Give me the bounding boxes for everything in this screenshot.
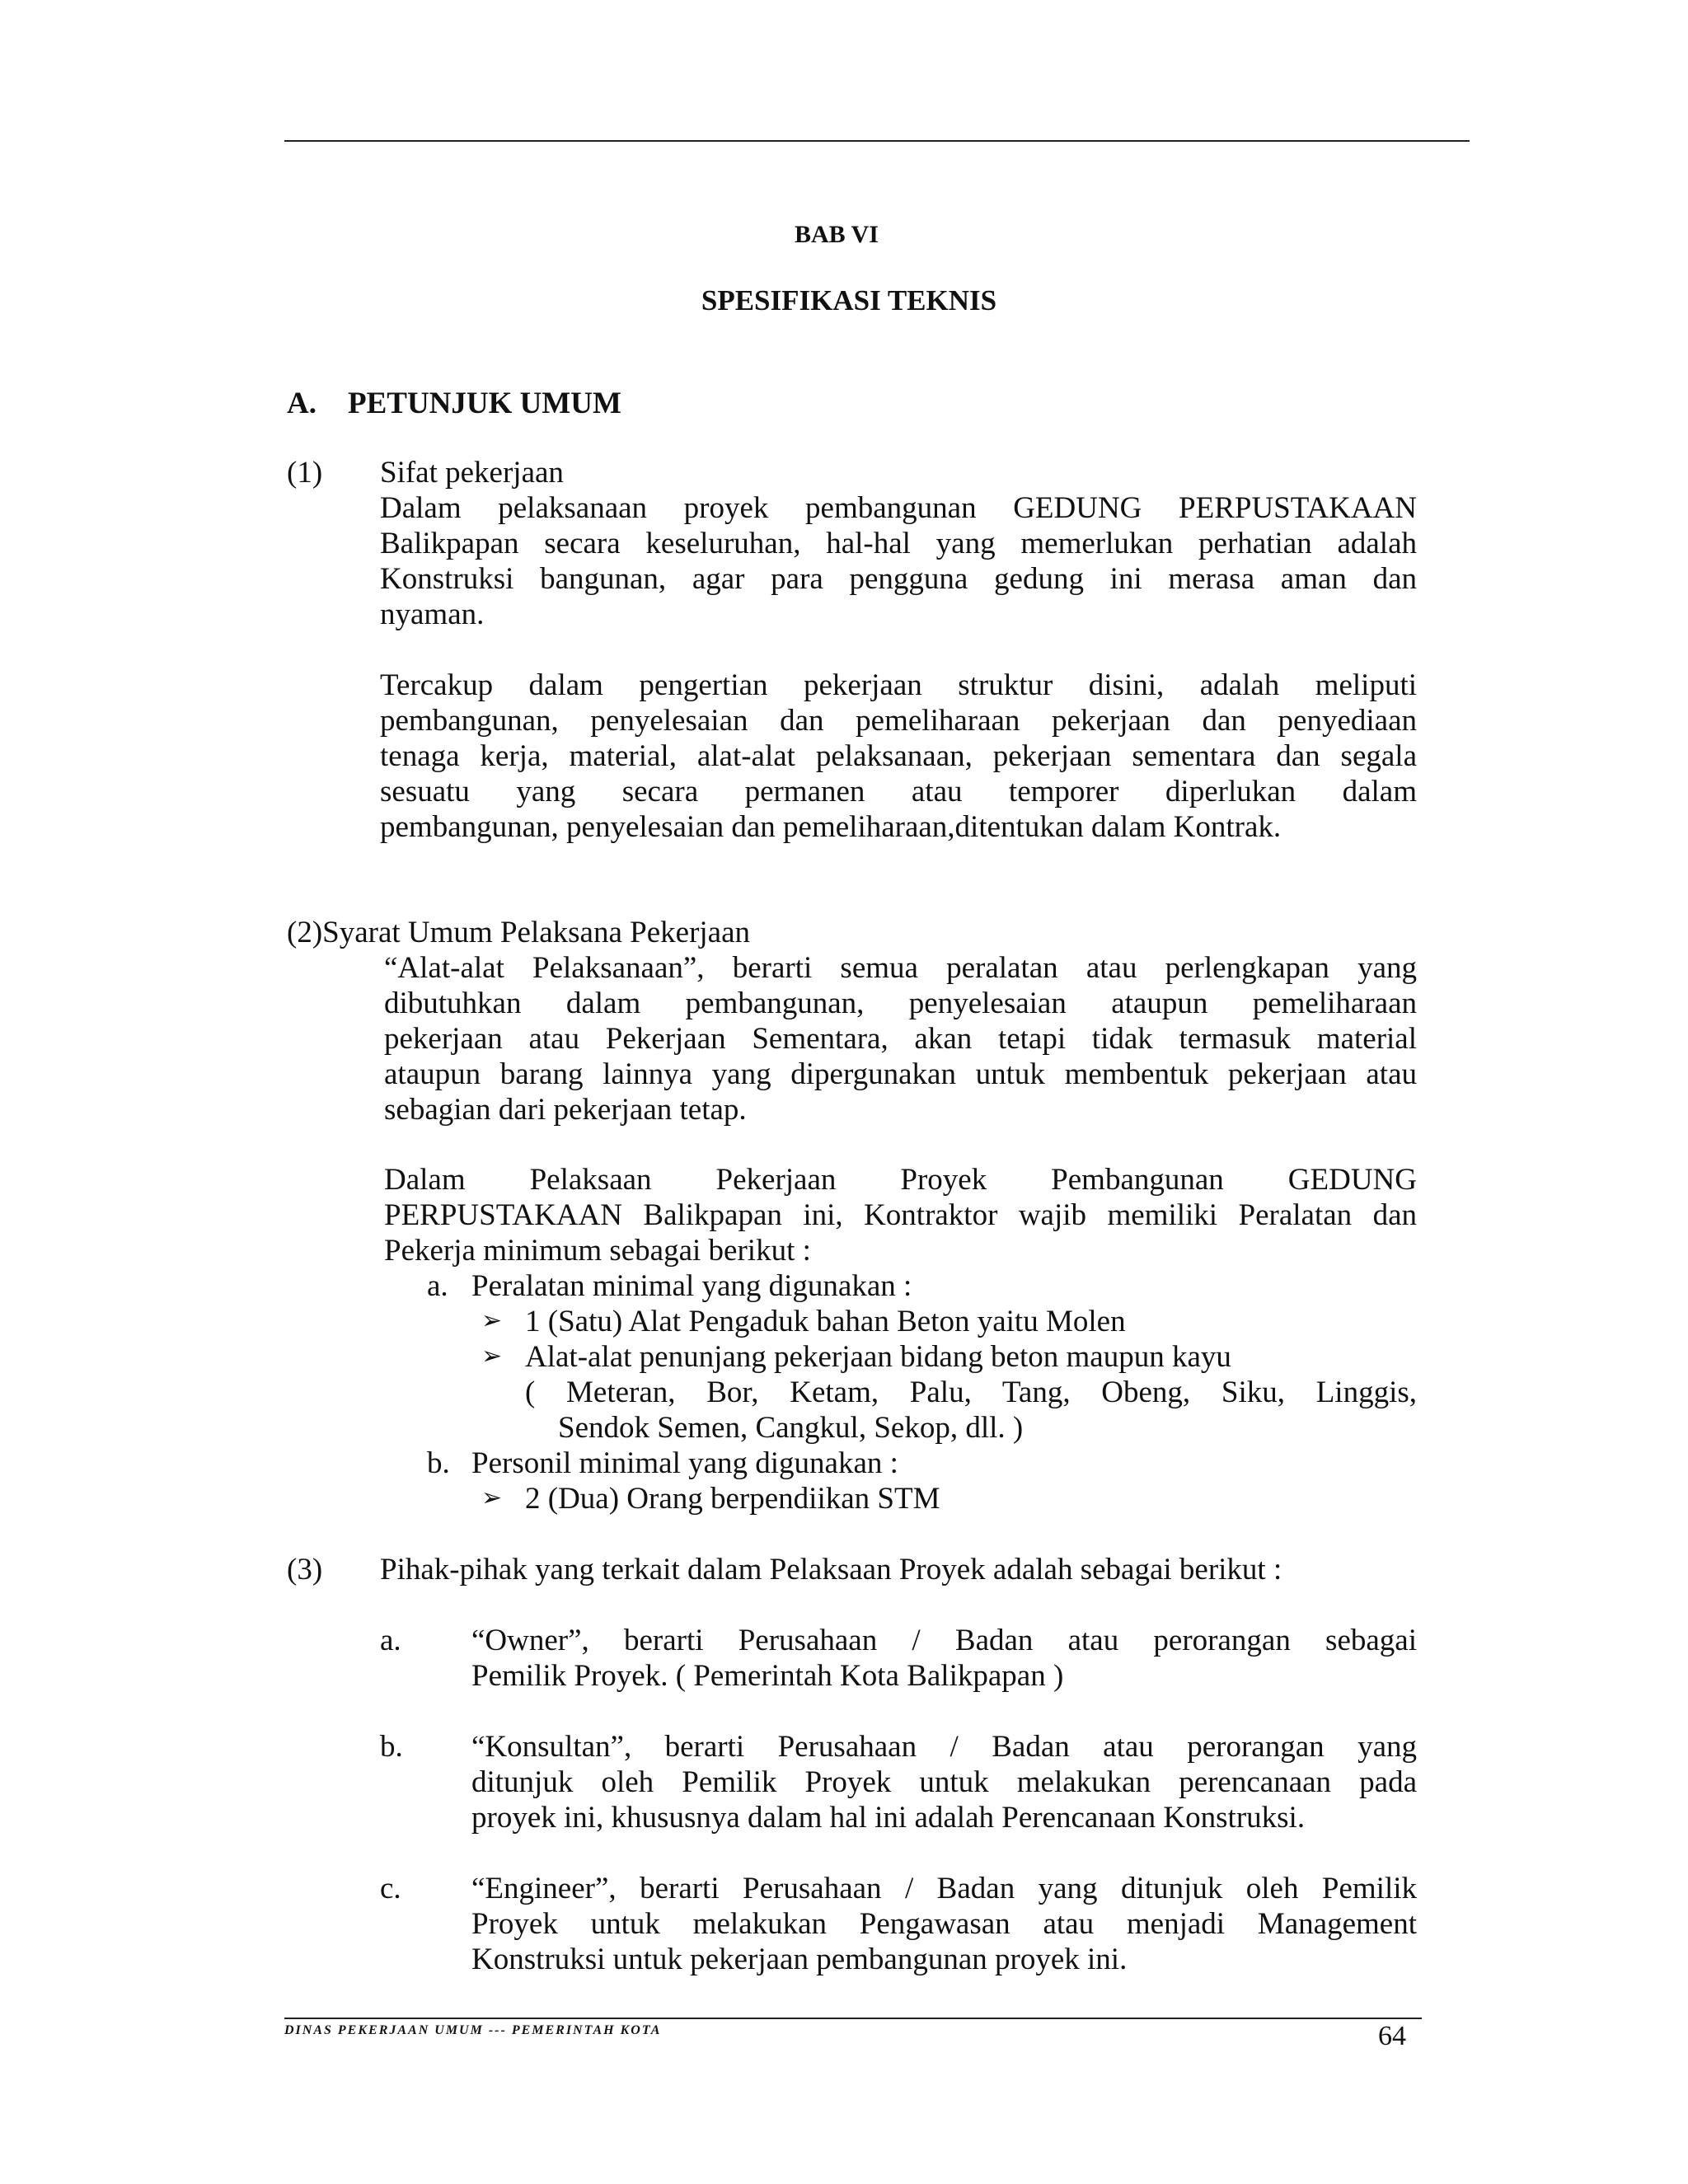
text-line: proyek ini, khususnya dalam hal ini adalah Perencanaan Konstruksi. bbox=[471, 1801, 1306, 1835]
section-title: PETUNJUK UMUM bbox=[348, 387, 621, 420]
text-line: Pemilik Proyek. ( Pemerintah Kota Balikpapan ) bbox=[471, 1659, 1064, 1693]
chapter-title: BAB VI bbox=[795, 221, 879, 248]
text-line: pekerjaan atau Pekerjaan Sementara, akan tetapi tidak termasuk material bbox=[384, 1022, 1417, 1056]
text-line: “Engineer”, berarti Perusahaan / Badan yang ditunjuk oleh Pemilik bbox=[471, 1872, 1417, 1905]
document-title: SPESIFIKASI TEKNIS bbox=[701, 284, 997, 316]
text-line: “Owner”, berarti Perusahaan / Badan atau perorangan sebagai bbox=[471, 1624, 1417, 1657]
text-line: pembangunan, penyelesaian dan pemeliharaan,ditentukan dalam Kontrak. bbox=[380, 810, 1282, 844]
text-line: ( Meteran, Bor, Ketam, Palu, Tang, Obeng, Siku, Linggis, bbox=[525, 1376, 1417, 1409]
text-line: ditunjuk oleh Pemilik Proyek untuk melakukan perencanaan pada bbox=[471, 1765, 1417, 1799]
list-label-b: b. bbox=[427, 1446, 450, 1480]
page-number: 64 bbox=[1378, 2021, 1406, 2051]
list-label-a: a. bbox=[427, 1269, 448, 1303]
arrow-bullet-icon: ➢ bbox=[481, 1342, 503, 1371]
item-number-3: (3) bbox=[287, 1553, 323, 1586]
text-line: PERPUSTAKAAN Balikpapan ini, Kontraktor wajib memiliki Peralatan dan bbox=[384, 1198, 1417, 1232]
text-line: dibutuhkan dalam pembangunan, penyelesaian ataupun pemeliharaan bbox=[384, 987, 1417, 1020]
text-line: Konstruksi bangunan, agar para pengguna gedung ini merasa aman dan bbox=[380, 562, 1417, 596]
list-text-b: Personil minimal yang digunakan : bbox=[471, 1446, 898, 1480]
text-line: “Alat-alat Pelaksanaan”, berarti semua peralatan atau perlengkapan yang bbox=[384, 951, 1417, 985]
entry-konsultan bbox=[471, 1729, 1417, 1835]
item-heading-2: (2)Syarat Umum Pelaksana Pekerjaan bbox=[287, 916, 751, 949]
text-line: Dalam pelaksanaan proyek pembangunan GEDUNG PERPUSTAKAAN bbox=[380, 491, 1417, 525]
arrow-bullet-icon: ➢ bbox=[481, 1306, 503, 1335]
footer-text: DINAS PEKERJAAN UMUM --- PEMERINTAH KOTA bbox=[284, 2023, 662, 2037]
text-line: sebagian dari pekerjaan tetap. bbox=[384, 1093, 747, 1127]
item1-paragraph-2 bbox=[380, 668, 1417, 845]
text-line: “Konsultan”, berarti Perusahaan / Badan atau perorangan yang bbox=[471, 1730, 1417, 1764]
text-line: Konstruksi untuk pekerjaan pembangunan proyek ini. bbox=[471, 1943, 1128, 1976]
text-line: Tercakup dalam pengertian pekerjaan struktur disini, adalah meliputi bbox=[380, 668, 1417, 702]
text-line: Pekerja minimum sebagai berikut : bbox=[384, 1234, 811, 1268]
bullet-item: 1 (Satu) Alat Pengaduk bahan Beton yaitu Molen bbox=[525, 1305, 1126, 1338]
entry-label: b. bbox=[380, 1730, 403, 1764]
list-text-a: Peralatan minimal yang digunakan : bbox=[471, 1269, 912, 1303]
text-line: ataupun barang lainnya yang dipergunakan untuk membentuk pekerjaan atau bbox=[384, 1057, 1417, 1091]
entry-label: a. bbox=[380, 1624, 401, 1657]
entry-engineer bbox=[471, 1871, 1417, 1977]
item-number-1: (1) bbox=[287, 456, 323, 490]
bullet-item: 2 (Dua) Orang berpendiikan STM bbox=[525, 1482, 940, 1516]
item-heading-1: Sifat pekerjaan bbox=[380, 456, 564, 490]
text-line: Proyek untuk melakukan Pengawasan atau menjadi Management bbox=[471, 1907, 1417, 1941]
entry-label: c. bbox=[380, 1872, 401, 1905]
entry-owner bbox=[471, 1623, 1417, 1694]
text-line: nyaman. bbox=[380, 598, 485, 631]
text-line: sesuatu yang secara permanen atau temporer diperlukan dalam bbox=[380, 775, 1417, 808]
arrow-bullet-icon: ➢ bbox=[481, 1483, 503, 1512]
text-line: Balikpapan secara keseluruhan, hal-hal yang memerlukan perhatian adalah bbox=[380, 527, 1417, 560]
bullet-item: Alat-alat penunjang pekerjaan bidang beton maupun kayu bbox=[525, 1340, 1231, 1374]
header-rule bbox=[284, 140, 1470, 142]
item2-paragraph-1 bbox=[384, 950, 1417, 1127]
footer-rule bbox=[284, 2018, 1422, 2019]
item1-paragraph-1 bbox=[380, 490, 1417, 632]
text-line: Dalam Pelaksaan Pekerjaan Proyek Pembangunan GEDUNG bbox=[384, 1163, 1417, 1197]
text-line: tenaga kerja, material, alat-alat pelaksanaan, pekerjaan sementara dan segala bbox=[380, 739, 1417, 773]
section-label: A. bbox=[287, 387, 316, 420]
item-heading-3: Pihak-pihak yang terkait dalam Pelaksaan Proyek adalah sebagai berikut : bbox=[380, 1553, 1282, 1586]
bullet-detail bbox=[525, 1375, 1417, 1446]
text-line: pembangunan, penyelesaian dan pemeliharaan pekerjaan dan penyediaan bbox=[380, 704, 1417, 738]
text-line: Sendok Semen, Cangkul, Sekop, dll. ) bbox=[558, 1411, 1024, 1445]
item2-paragraph-2 bbox=[384, 1162, 1417, 1268]
